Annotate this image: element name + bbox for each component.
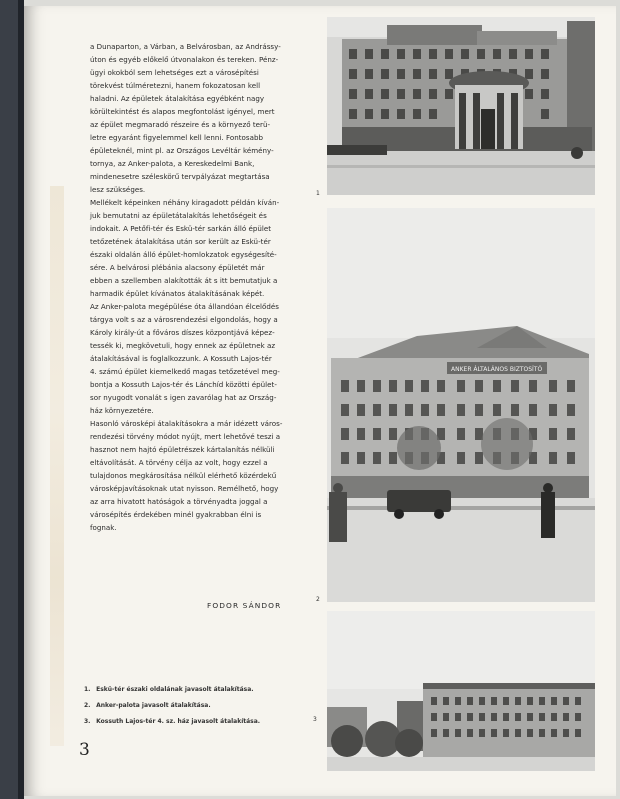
- article-body: [90, 40, 285, 534]
- caption-3: 3. Kossuth Lajos-tér 4. sz. ház javasolt átalakítása.: [84, 718, 261, 725]
- figure-number-2: 2: [316, 596, 320, 603]
- text-line: városképjavításoknak utat nyisson. Remélhető, hogy: [90, 484, 279, 493]
- text-line: juk bemutatni az épületátalakítás lehetőségeit és: [90, 211, 267, 220]
- text-line: sor nyugodt vonalát s igen zavarólag hat az Ország-: [90, 393, 277, 402]
- text-line: Mellékelt képeinken néhány kiragadott példán kíván-: [90, 198, 280, 207]
- text-line: az épület megmaradó részeire és a környező terü-: [90, 120, 271, 129]
- building-sign: ANKER ÁLTALÁNOS BIZTOSÍTÓ: [451, 366, 543, 373]
- figure-number-1: 1: [316, 190, 320, 197]
- author-signature: FODOR SÁNDOR: [207, 601, 282, 610]
- photo-anker-palota: [327, 208, 595, 602]
- text-line: tárgya volt s az a városrendezési elgondolás, hogy a: [90, 315, 278, 324]
- text-line: tetőzetének átalakítása után sor került az Eskü-tér: [90, 237, 271, 246]
- text-line: úton és egyéb előkelő útvonalakon és tereken. Pénz-: [90, 55, 279, 64]
- text-line: északi oldalán álló épület-homlokzatok egységesíté-: [90, 250, 277, 259]
- text-line: sére. A belvárosi plébánia alacsony épületét már: [90, 263, 265, 272]
- photo-eskuter: [327, 17, 595, 195]
- figure-number-3: 3: [313, 716, 317, 723]
- text-line: városépítés érdekében minél gyakrabban élni is: [90, 510, 262, 519]
- text-line: haladni. Az épületek átalakítása egyébként nagy: [90, 94, 265, 103]
- text-line: tulajdonos megkárosítása nélkül elérhető közérdekű: [90, 471, 277, 480]
- text-line: ház környezetére.: [90, 406, 154, 415]
- text-line: Károly király-út a főváros díszes központjává képez-: [90, 328, 275, 337]
- text-line: körültekintést és alapos megfontolást igényel, mert: [90, 107, 275, 116]
- text-line: Az Anker-palota megépülése óta állandóan élcelődés: [90, 302, 280, 311]
- page-stain: [50, 186, 64, 746]
- caption-2: 2. Anker-palota javasolt átalakítása.: [84, 702, 211, 709]
- text-line: rendezési törvény módot nyújt, mert lehetővé teszi a: [90, 432, 281, 441]
- text-line: ügyi okokból sem lehetséges ezt a városépítési: [90, 68, 259, 77]
- text-line: eltávolítását. A törvény célja az volt, hogy ezzel a: [90, 458, 268, 467]
- text-line: törekvést túlméretezni, hanem fokozatosan kell: [90, 81, 261, 90]
- text-line: bontja a Kossuth Lajos-tér és Lánchíd közötti épület-: [90, 380, 277, 389]
- caption-1: 1. Eskü-tér északi oldalának javasolt átalakítása.: [84, 686, 254, 693]
- page-number: 3: [79, 740, 90, 760]
- text-line: átalakításával is foglalkozzunk. A Kossuth Lajos-tér: [90, 354, 272, 363]
- text-line: lesz szükséges.: [90, 185, 146, 194]
- text-line: indokait. A Petőfi-tér és Eskü-tér sarkán álló épület: [90, 224, 272, 233]
- text-line: tornya, az Anker-palota, a Kereskedelmi Bank,: [90, 159, 255, 168]
- text-line: épületeknél, mint pl. az Országos Levéltár kémény-: [90, 146, 274, 155]
- text-line: az arra hivatott hatóságok a törvényadta joggal a: [90, 497, 268, 506]
- text-line: hasznot nem hajtó épületrészek kártalanítás nélküli: [90, 445, 275, 454]
- figure-captions: [84, 682, 260, 730]
- text-line: mindenesetre széleskörű tervpályázat megtartása: [90, 172, 270, 181]
- text-line: fognak.: [90, 523, 117, 532]
- text-line: a Dunaparton, a Várban, a Belvárosban, az Andrássy-: [90, 42, 281, 51]
- text-line: Hasonló városképi átalakításokra a már idézett város-: [90, 419, 283, 428]
- text-line: 4. számú épület kiemelkedő magas tetőzetével meg-: [90, 367, 280, 376]
- text-line: tessék ki, megkövetuli, hogy ennek az épületnek az: [90, 341, 276, 350]
- text-line: ebben a szellemben alakították át s itt bemutatjuk a: [90, 276, 278, 285]
- text-line: harmadik épület kívánatos átalakításának képét.: [90, 289, 265, 298]
- text-line: letre egyaránt figyelemmel kell lenni. Fontosabb: [90, 133, 263, 142]
- photo-kossuth-ter: [327, 611, 595, 771]
